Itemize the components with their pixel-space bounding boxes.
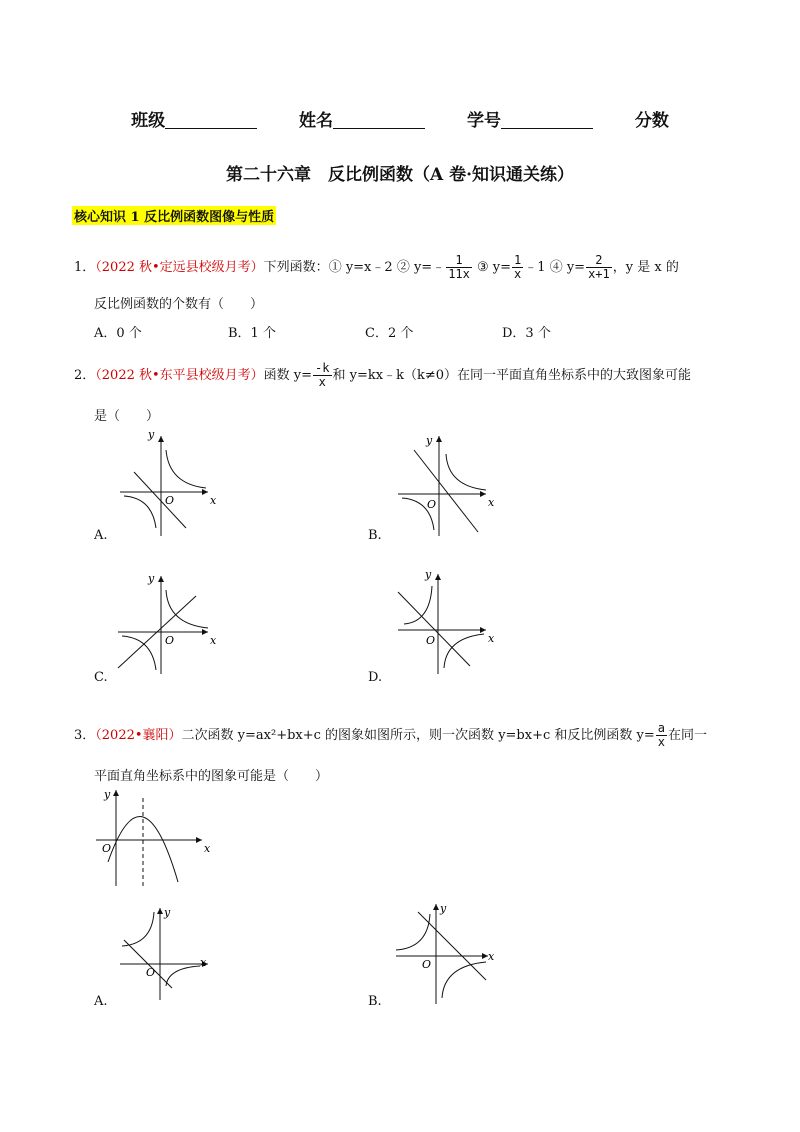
q3-option-a[interactable]: A. — [94, 994, 108, 1009]
q2-graph-a — [112, 428, 222, 538]
y-axis-arrow — [433, 904, 439, 910]
q3-fraction — [656, 722, 667, 749]
class-blank[interactable] — [165, 112, 257, 129]
q2-option-a[interactable]: A. — [94, 528, 108, 543]
q1-f4-den: x+1 — [588, 267, 610, 282]
q2-option-b[interactable]: B. — [368, 528, 382, 543]
hyperbola-branch-q1 — [446, 454, 486, 490]
q2-frac-den: x — [318, 375, 326, 390]
origin-label: O — [165, 634, 175, 647]
q1-f3-fraction — [512, 254, 523, 281]
q2-frac-num: -k — [315, 361, 330, 375]
origin-label: O — [427, 498, 437, 511]
q1-number: 1． — [74, 260, 96, 276]
y-axis-arrow — [157, 908, 163, 914]
hyperbola-branch-q3 — [122, 636, 156, 670]
q3-frac-num: a — [657, 721, 665, 735]
origin-label: O — [102, 842, 112, 855]
q2-lead: 函数 y= — [263, 368, 313, 384]
q1-lead: 下列函数： — [263, 260, 329, 276]
q2-graph-b — [390, 428, 500, 538]
q1-option-a[interactable]: A．0 个 — [94, 326, 142, 341]
q2-line2: 是（ ） — [94, 409, 160, 424]
q1-f2-den: 11x — [448, 267, 470, 282]
page-title: 第二十六章 反比例函数（A 卷·知识通关练） — [225, 165, 575, 185]
q2-source: （2022 秋•东平县校级月考） — [95, 368, 264, 384]
q1-source: （2022 秋•定远县校级月考） — [95, 260, 264, 276]
q1-f4-num: 2 — [586, 254, 612, 268]
q2-number: 2． — [74, 368, 96, 384]
hyperbola-branch-q2 — [122, 912, 154, 946]
hyperbola-branch-q4 — [442, 962, 486, 998]
q1-option-d[interactable]: D．3 个 — [502, 326, 551, 341]
x-label: x — [488, 950, 495, 963]
x-axis-arrow — [202, 629, 208, 635]
q2-tail: 和 y=kx﹣k（k≠0）在同一平面直角坐标系中的大致图象可能 — [332, 368, 691, 384]
q1-f4-prefix: ④ y= — [549, 260, 586, 276]
score-label: 分数 — [634, 111, 669, 131]
y-label: y — [164, 906, 171, 919]
q2-fraction — [313, 362, 331, 389]
name-field[interactable] — [299, 106, 425, 131]
y-label: y — [440, 902, 447, 915]
q2-graph-d — [390, 566, 500, 676]
origin-label: O — [422, 958, 432, 971]
id-field[interactable] — [467, 106, 593, 131]
x-label: x — [488, 496, 495, 509]
q1-f4-fraction — [586, 254, 612, 281]
q1-tail: ，y 是 x 的 — [612, 260, 679, 276]
y-axis-arrow — [158, 436, 164, 442]
y-axis-arrow — [113, 790, 119, 796]
q3-lead: 二次函数 y=ax²+bx+c 的图象如图所示，则一次函数 y=bx+c 和反比例函数 y= — [181, 728, 655, 744]
q3-number: 3． — [74, 728, 96, 744]
origin-label: O — [146, 966, 156, 979]
q2-line1 — [74, 362, 691, 389]
line-graph — [414, 450, 478, 532]
q3-graph-b — [392, 900, 502, 1008]
name-label: 姓名 — [299, 111, 334, 131]
class-label: 班级 — [131, 111, 166, 131]
x-label: x — [204, 842, 211, 855]
q2-graph-c — [112, 570, 222, 680]
y-label: y — [148, 572, 155, 585]
q1-option-c[interactable]: C．2 个 — [365, 326, 414, 341]
line-graph — [398, 592, 470, 666]
y-label: y — [425, 568, 432, 581]
q3-tail: 在同一 — [668, 728, 708, 744]
q1-f3-den: x — [514, 267, 522, 282]
score-field — [635, 106, 669, 131]
q1-f3-prefix: ③ y= — [477, 260, 512, 276]
q3-line1 — [74, 722, 707, 749]
hyperbola-branch-q4 — [444, 634, 484, 668]
id-blank[interactable] — [501, 112, 593, 129]
q1-option-b[interactable]: B．1 个 — [228, 326, 276, 341]
origin-label: O — [165, 494, 175, 507]
q3-graph-a — [116, 904, 222, 1002]
student-info-line — [0, 106, 800, 131]
q3-option-b[interactable]: B. — [368, 994, 382, 1009]
x-label: x — [210, 494, 217, 507]
x-axis-arrow — [480, 491, 486, 497]
q3-source: （2022•襄阳） — [95, 728, 182, 744]
hyperbola-branch-q3 — [124, 496, 156, 528]
y-axis-arrow — [436, 436, 442, 442]
x-axis-arrow — [202, 489, 208, 495]
x-label: x — [200, 956, 207, 969]
q1-line1 — [74, 254, 679, 281]
q3-parabola-graph — [92, 786, 212, 890]
q3-line2: 平面直角坐标系中的图象可能是（ ） — [94, 769, 329, 784]
q1-f2-prefix: ② y=﹣ — [396, 260, 446, 276]
q1-line2: 反比例函数的个数有（ ） — [94, 297, 264, 312]
hyperbola-branch-q4 — [166, 966, 200, 986]
hyperbola-branch-q1 — [166, 590, 208, 628]
origin-label: O — [426, 634, 436, 647]
id-label: 学号 — [466, 111, 501, 131]
q3-frac-den: x — [657, 735, 665, 750]
q1-f2-fraction — [446, 254, 472, 281]
x-axis-arrow — [196, 837, 202, 843]
q1-f1: ① y=x﹣2 — [328, 260, 393, 276]
x-axis-arrow — [480, 627, 486, 633]
q2-option-d[interactable]: D. — [368, 670, 383, 685]
y-axis-arrow — [158, 576, 164, 582]
x-label: x — [488, 632, 495, 645]
hyperbola-branch-q1 — [166, 450, 206, 488]
q1-f3-suffix: ﹣1 — [524, 260, 546, 276]
q1-f3-num: 1 — [514, 253, 522, 267]
y-label: y — [104, 788, 111, 801]
section-heading: 核心知识 1 反比例函数图像与性质 — [72, 206, 276, 225]
y-label: y — [426, 434, 433, 447]
x-label: x — [210, 634, 217, 647]
q1-f2-num: 1 — [446, 254, 472, 268]
y-label: y — [148, 428, 155, 441]
q2-option-c[interactable]: C. — [94, 670, 108, 685]
line-graph — [134, 472, 186, 528]
y-axis-arrow — [435, 574, 441, 580]
hyperbola-branch-q2 — [404, 586, 432, 624]
class-field[interactable] — [131, 106, 257, 131]
name-blank[interactable] — [333, 112, 425, 129]
